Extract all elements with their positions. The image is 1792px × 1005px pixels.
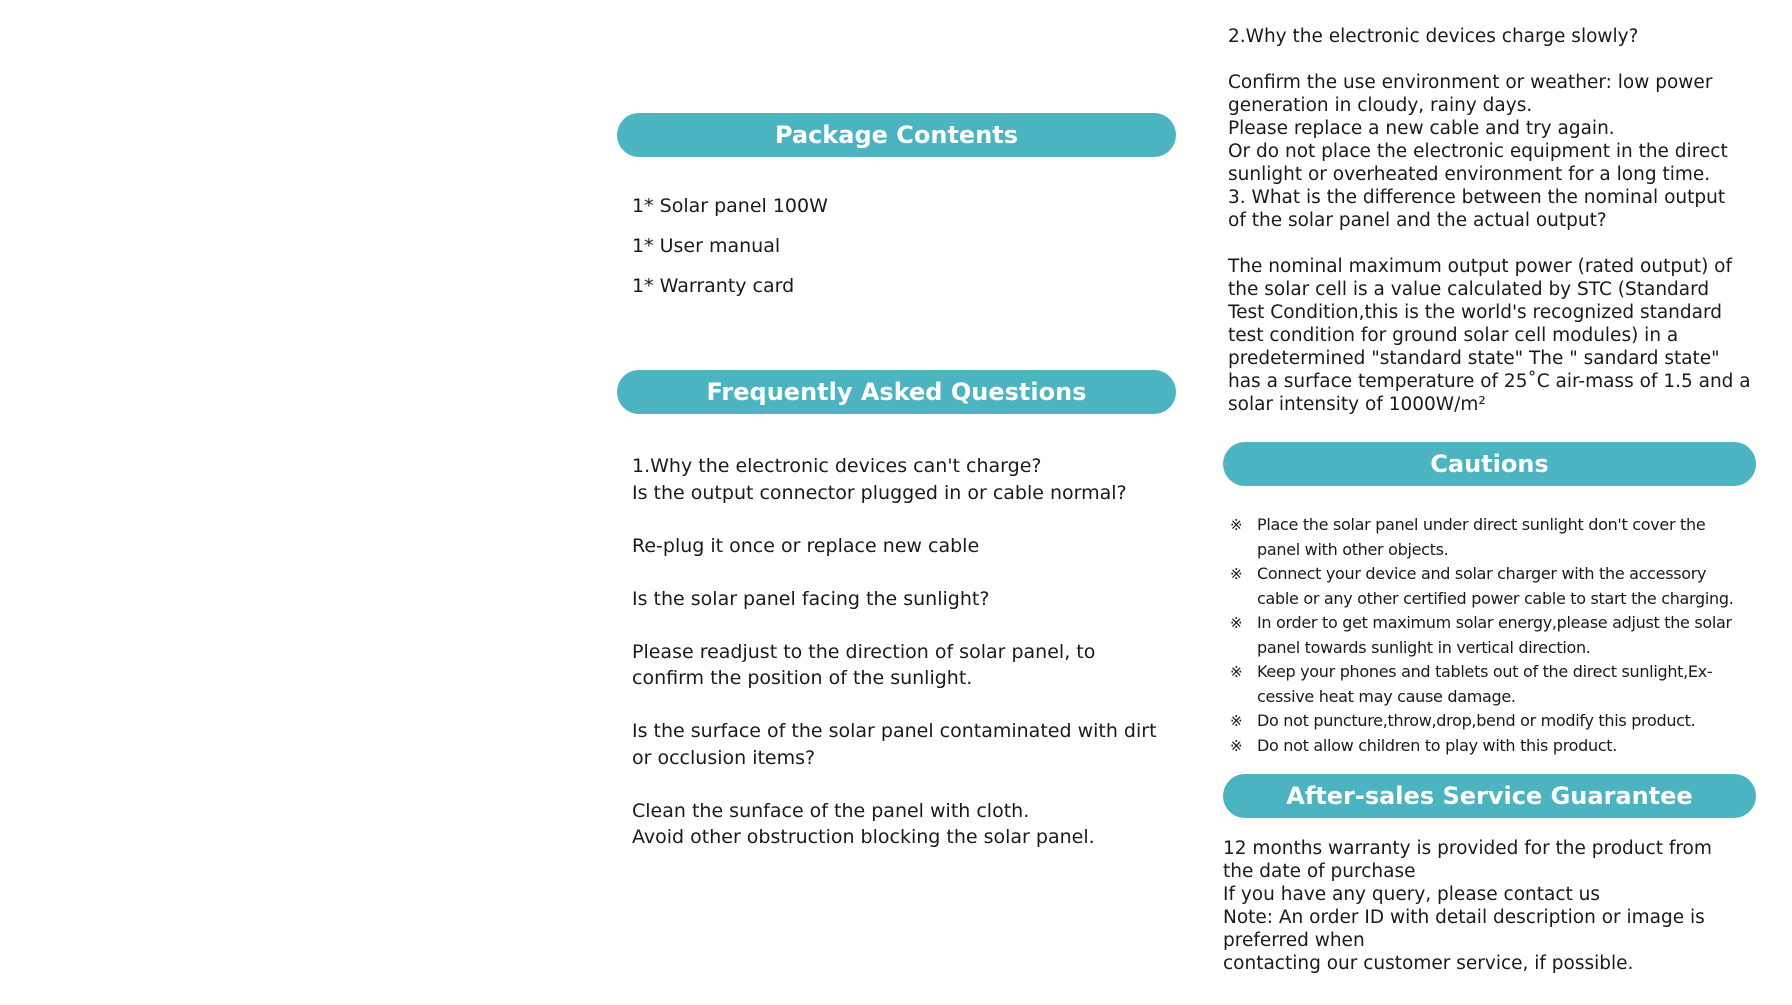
- faq-line: 2.Why the electronic devices charge slowly?: [1228, 26, 1639, 47]
- faq-line: Clean the sunface of the panel with cloth.: [632, 799, 1030, 822]
- caution-text: Keep your phones and tablets out of the direct sunlight,Ex-: [1257, 662, 1713, 681]
- faq-body: [632, 453, 1157, 851]
- after-sales-line: If you have any query, please contact us: [1223, 884, 1601, 905]
- faq-line: Is the solar panel facing the sunlight?: [632, 587, 990, 610]
- faq-line: Is the output connector plugged in or cable normal?: [632, 481, 1127, 504]
- reference-mark-icon: ※: [1230, 614, 1243, 632]
- faq-spacer: [1228, 49, 1751, 72]
- faq-spacer: [632, 559, 1157, 586]
- faq-line: 3. What is the difference between the nominal output: [1228, 187, 1726, 208]
- faq-line: of the solar panel and the actual output?: [1228, 210, 1607, 231]
- after-sales-line: 12 months warranty is provided for the product from: [1223, 838, 1712, 859]
- faq-spacer: [632, 612, 1157, 639]
- faq-line: Is the surface of the solar panel contaminated with dirt: [632, 720, 1157, 742]
- caution-text: Do not puncture,throw,drop,bend or modify this product.: [1257, 711, 1696, 730]
- caution-item: [1228, 660, 1748, 709]
- caution-text: Connect your device and solar charger with the accessory: [1257, 564, 1707, 583]
- after-sales-title: After-sales Service Guarantee: [1286, 782, 1693, 810]
- caution-text: cessive heat may cause damage.: [1257, 686, 1516, 706]
- reference-mark-icon: ※: [1230, 663, 1243, 681]
- faq-line: Avoid other obstruction blocking the solar panel.: [632, 826, 1095, 848]
- faq-line: or occlusion items?: [632, 746, 816, 769]
- faq-spacer: [632, 771, 1157, 798]
- after-sales-line: the date of purchase: [1223, 861, 1416, 882]
- faq-title: Frequently Asked Questions: [706, 378, 1087, 406]
- list-item: 1* User manual: [632, 235, 781, 257]
- faq-line: the solar cell is a value calculated by STC (Standard: [1228, 279, 1710, 300]
- faq-line: Or do not place the electronic equipment in the direct: [1228, 141, 1728, 162]
- reference-mark-icon: ※: [1230, 565, 1243, 583]
- faq-line: 1.Why the electronic devices can't charge?: [632, 455, 1042, 477]
- after-sales-line: preferred when: [1223, 930, 1365, 951]
- caution-item: [1228, 611, 1748, 660]
- package-contents-header: [617, 113, 1176, 157]
- faq-line: sunlight or overheated environment for a long time.: [1228, 164, 1711, 185]
- caution-item: [1228, 513, 1748, 562]
- caution-text: panel towards sunlight in vertical direction.: [1257, 637, 1591, 657]
- faq-header: [617, 370, 1176, 414]
- faq-line: has a surface temperature of 25˚C air-mass of 1.5 and a: [1228, 371, 1751, 392]
- faq-spacer: [632, 506, 1157, 533]
- faq-spacer: [632, 692, 1157, 719]
- faq-line: confirm the position of the sunlight.: [632, 667, 973, 689]
- package-contents-title: Package Contents: [774, 121, 1019, 149]
- caution-text: Do not allow children to play with this product.: [1257, 735, 1618, 755]
- faq-line: Test Condition,this is the world's recognized standard: [1228, 302, 1723, 323]
- after-sales-line: contacting our customer service, if possible.: [1223, 953, 1634, 974]
- list-item: 1* Solar panel 100W: [632, 195, 828, 217]
- after-sales-line: Note: An order ID with detail description or image is: [1223, 907, 1705, 928]
- faq-line: The nominal maximum output power (rated output) of: [1228, 256, 1732, 277]
- faq-line: Re-plug it once or replace new cable: [632, 534, 980, 557]
- caution-text: Place the solar panel under direct sunlight don't cover the: [1257, 515, 1706, 534]
- faq-line: Confirm the use environment or weather: low power: [1228, 72, 1713, 93]
- list-item: 1* Warranty card: [632, 275, 795, 297]
- faq-line: test condition for ground solar cell modules) in a: [1228, 325, 1679, 346]
- caution-text: In order to get maximum solar energy,please adjust the solar: [1257, 613, 1732, 632]
- package-contents-list: [632, 186, 828, 306]
- faq-spacer: [1228, 233, 1751, 256]
- caution-item: [1228, 562, 1748, 611]
- caution-item: [1228, 709, 1748, 734]
- reference-mark-icon: ※: [1230, 736, 1243, 755]
- caution-text: panel with other objects.: [1257, 539, 1449, 559]
- caution-item: [1228, 734, 1748, 759]
- cautions-title: Cautions: [1430, 450, 1549, 478]
- faq-line: Please replace a new cable and try again.: [1228, 118, 1615, 139]
- cautions-list: [1228, 513, 1748, 758]
- reference-mark-icon: ※: [1230, 712, 1243, 730]
- faq-line: generation in cloudy, rainy days.: [1228, 95, 1533, 116]
- faq-line: predetermined "standard state" The " sandard state": [1228, 348, 1720, 369]
- after-sales-body: [1223, 838, 1712, 976]
- reference-mark-icon: ※: [1230, 516, 1243, 534]
- faq-line: Please readjust to the direction of solar panel, to: [632, 640, 1096, 663]
- faq-line: solar intensity of 1000W/m²: [1228, 394, 1486, 415]
- after-sales-header: [1223, 774, 1756, 818]
- faq-continued-body: [1228, 26, 1751, 417]
- cautions-header: [1223, 442, 1756, 486]
- caution-text: cable or any other certified power cable to start the charging.: [1257, 588, 1734, 608]
